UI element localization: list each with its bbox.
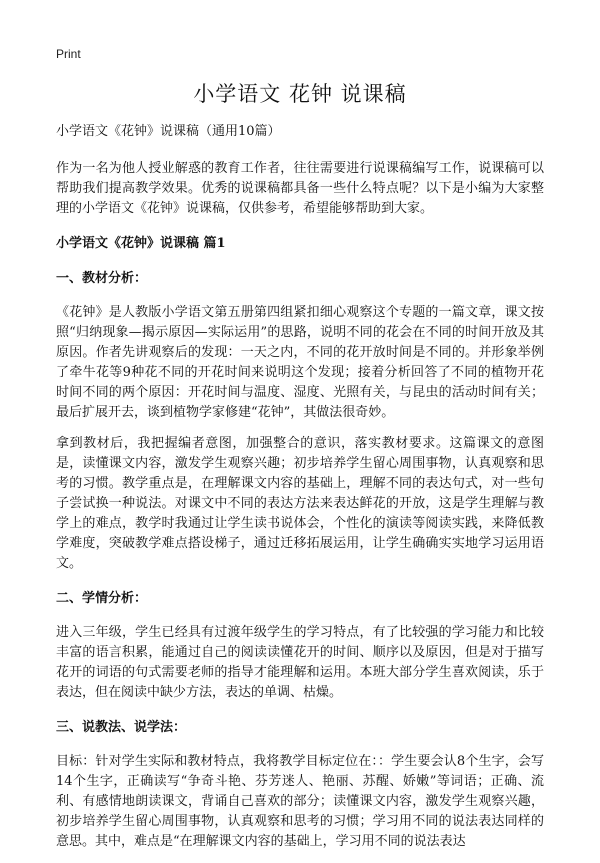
textbook-analysis-paragraph-1: 《花钟》是人教版小学语文第五册第四组紧扣细心观察这个专题的一篇文章，课文按照“归纳现象—揭示原因—实际运用”的思路，说明不同的花会在不同的时间开放及其原因。作者先讲观察后的发现：一天之内，不同的花开放时间是不同的。并形象举例了牵牛花等9种花不同的开花时间来说明这个发现；接着分析回答了不同的植物开花时间不同的两个原因：开花时间与温度、湿度、光照有关，与昆虫的活动时间有关；最后扩展开去，谈到植物学家修建“花钟”，其做法很奇妙。 — [56, 305, 544, 420]
intro-paragraph: 作为一名为他人授业解惑的教育工作者，往往需要进行说课稿编写工作，说课稿可以帮助我们提高教学效果。优秀的说课稿都具备一些什么特点呢？以下是小编为大家整理的小学语文《花钟》说课稿，仅供参考，希望能够帮助到大家。 — [56, 161, 544, 216]
page-title: 小学语文 花钟 说课稿 — [193, 82, 407, 106]
print-link[interactable]: Print — [56, 47, 81, 61]
section-heading-teaching-methods: 三、说教法、说学法： — [56, 720, 187, 735]
article-section-title: 小学语文《花钟》说课稿 篇1 — [56, 236, 226, 251]
student-analysis-paragraph: 进入三年级，学生已经具有过渡年级学生的学习特点，有了比较强的学习能力和比较丰富的语言积累，能通过自己的阅读读懂花开的时间、顺序以及原因，但是对于描写花开的词语的句式需要老师的指导才能理解和运用。本班大部分学生喜欢阅读，乐于表达，但在阅读中缺少方法，表达的单调、枯燥。 — [56, 625, 544, 700]
document-body — [56, 122, 544, 863]
section-heading-textbook-analysis: 一、教材分析： — [56, 271, 148, 286]
textbook-analysis-paragraph-2: 拿到教材后，我把握编者意图，加强整合的意识，落实教材要求。这篇课文的意图是，读懂课文内容，激发学生观察兴趣；初步培养学生留心周围事物，认真观察和思考的习惯。教学重点是，在理解课文内容的基础上，理解不同的表达句式，对一些句子尝试换一种说法。对课文中不同的表达方法来表达鲜花的开放，这是学生理解与教学上的难点，教学时我通过让学生读书说体会，个性化的演读等阅读实践，来降低教学难度，突破教学难点搭设梯子，通过迁移拓展运用，让学生确确实实地学习运用语文。 — [56, 436, 544, 571]
teaching-methods-paragraph: 目标：针对学生实际和教材特点，我将教学目标定位在：：学生要会认8个生字，会写14个生字，正确读写“争奇斗艳、芬芳迷人、艳丽、苏醒、娇嫩”等词语；正确、流利、有感情地朗读课文，背诵自己喜欢的部分；读懂课文内容，激发学生观察兴趣，初步培养学生留心周围事物，认真观察和思考的习惯；学习用不同的说法表达同样的意思。其中，难点是“在理解课文内容的基础上，学习用不同的说法表达 — [56, 754, 544, 849]
section-heading-student-analysis: 二、学情分析： — [56, 591, 148, 606]
document-subtitle: 小学语文《花钟》说课稿（通用10篇） — [56, 124, 281, 139]
